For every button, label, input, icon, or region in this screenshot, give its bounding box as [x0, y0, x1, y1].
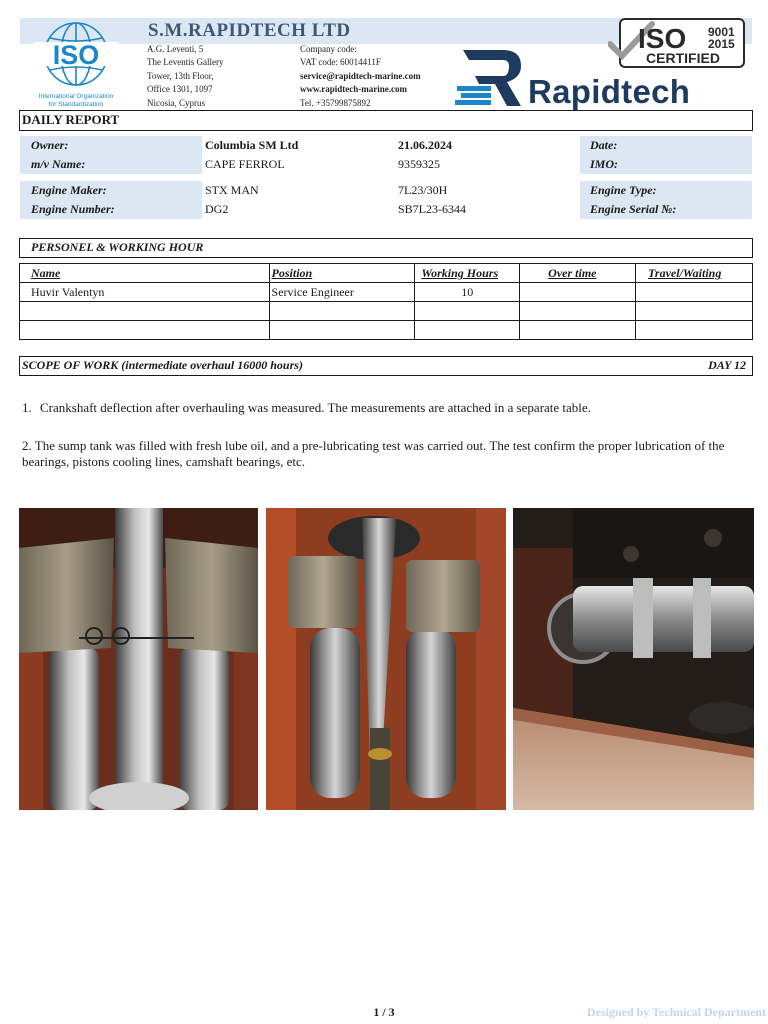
engine-serial-value: SB7L23-6344: [398, 202, 467, 216]
imo-label: IMO:: [590, 157, 619, 171]
table-row: [20, 283, 753, 302]
cell-working-hours: [415, 302, 520, 321]
owner-label: Owner:: [31, 138, 69, 152]
company-name: S.M.RAPIDTECH LTD: [148, 20, 351, 41]
cell-position: Service Engineer: [269, 283, 415, 302]
rapidtech-wordmark: Rapidtech: [528, 73, 691, 110]
website-link[interactable]: www.rapidtech-marine.com: [300, 84, 407, 95]
engine-number-label: Engine Number:: [31, 202, 115, 216]
cell-travel-waiting: [636, 283, 753, 302]
company-contacts: [300, 43, 421, 110]
cert-9001-text: 9001: [708, 25, 735, 39]
date-imo-label-cell: [580, 136, 752, 174]
imo-value: 9359325: [398, 157, 440, 171]
globe-icon: [30, 20, 122, 88]
address-line: The Leventis Gallery: [147, 57, 224, 68]
column-header-working-hours: Working Hours: [415, 264, 520, 283]
iso-caption: [30, 93, 122, 109]
date-label: Date:: [590, 138, 618, 152]
personnel-table: [19, 263, 753, 340]
cell-travel-waiting: [636, 302, 753, 321]
cert-2015-text: 2015: [708, 37, 735, 51]
cell-name: [20, 321, 270, 340]
cell-working-hours: 10: [415, 283, 520, 302]
company-code-label: Company code:: [300, 44, 357, 54]
cert-iso-text: ISO: [638, 23, 687, 54]
scope-title-text: SCOPE OF WORK (intermediate overhaul 16000 hours): [22, 358, 303, 372]
company-address: [147, 43, 223, 110]
engine-maker-value: STX MAN: [205, 183, 259, 197]
engine-type-label: Engine Type:: [590, 183, 657, 197]
photo-connecting-rod: [266, 508, 506, 810]
scope-item-1-number: 1.: [22, 400, 32, 415]
column-header-travel-waiting: Travel/Waiting: [636, 264, 753, 283]
iso-caption-line: International Organization: [38, 93, 114, 100]
phone-number: Tel. +35799875892: [300, 97, 371, 108]
owner-vessel-label-cell: [20, 136, 202, 174]
scope-item-1: [22, 400, 742, 416]
designed-by-note: Designed by Technical Department: [586, 1005, 766, 1019]
iso-logo-text: ISO: [52, 40, 100, 70]
table-row: [20, 302, 753, 321]
daily-report-title: DAILY REPORT: [19, 110, 753, 131]
page-indicator: 1 / 3: [373, 1005, 395, 1019]
address-line: Nicosia, Cyprus: [147, 97, 205, 108]
address-line: Office 1301, 1097: [147, 84, 213, 95]
personnel-section-title: PERSONEL & WORKING HOUR: [19, 238, 753, 258]
cell-overtime: [520, 283, 636, 302]
date-value: 21.06.2024: [398, 138, 452, 152]
column-header-position: Position: [269, 264, 415, 283]
cell-travel-waiting: [636, 321, 753, 340]
engine-maker-label: Engine Maker:: [31, 183, 107, 197]
cell-name: [20, 302, 270, 321]
cell-position: [269, 321, 415, 340]
table-row: [20, 321, 753, 340]
cell-overtime: [520, 302, 636, 321]
cert-certified-text: CERTIFIED: [646, 50, 720, 66]
cell-overtime: [520, 321, 636, 340]
table-header-row: [20, 264, 753, 283]
vessel-value: CAPE FERROL: [205, 157, 285, 171]
email-link[interactable]: service@rapidtech-marine.com: [300, 70, 421, 81]
address-line: Tower, 13th Floor,: [147, 70, 214, 81]
engine-type-serial-label-cell: [580, 181, 752, 219]
column-header-name: Name: [20, 264, 270, 283]
vat-code: VAT code: 60014411F: [300, 57, 381, 68]
engine-number-value: DG2: [205, 202, 229, 216]
vessel-label: m/v Name:: [31, 157, 86, 171]
cell-position: [269, 302, 415, 321]
photo-crankshaft-deflection: [19, 508, 258, 810]
cell-name: Huvir Valentyn: [20, 283, 270, 302]
iso-logo: [30, 20, 122, 110]
engine-label-cell: [20, 181, 202, 219]
rapidtech-r-icon: [455, 50, 521, 106]
engine-type-value: 7L23/30H: [398, 183, 448, 197]
scope-item-2: 2. The sump tank was filled with fresh lube oil, and a pre-lubricating test was carried out. The test confirm the proper lubrication of the bearings, pistons cooling lines, camshaft bearings, etc.: [22, 438, 725, 469]
scope-item-1-text: Crankshaft deflection after overhauling was measured. The measurements are attached in a separate table.: [40, 400, 591, 415]
column-header-overtime: Over time: [520, 264, 636, 283]
cell-working-hours: [415, 321, 520, 340]
day-number: DAY 12: [708, 358, 746, 372]
scope-of-work-title: [19, 356, 753, 376]
address-line: A.G. Leventi, 5: [147, 44, 204, 54]
iso-caption-line: for Standardization: [48, 101, 104, 108]
engine-serial-label: Engine Serial №:: [590, 202, 677, 216]
owner-value: Columbia SM Ltd: [205, 138, 299, 152]
photo-camshaft: [513, 508, 754, 810]
